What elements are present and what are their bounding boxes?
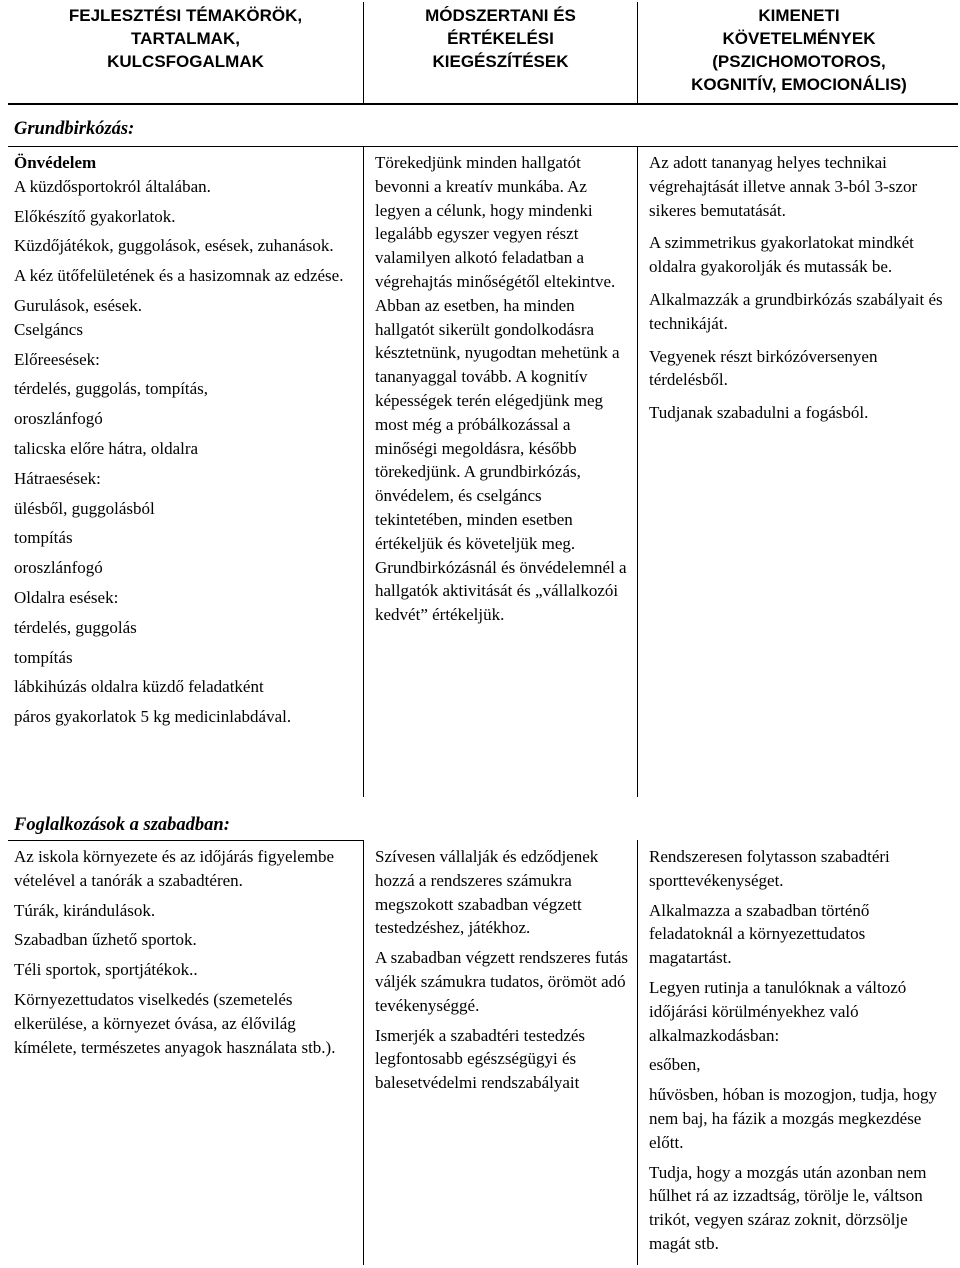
- header-outputs: [638, 4, 960, 96]
- section2-divider-1: [363, 840, 364, 1265]
- header-methods-line: MÓDSZERTANI ÉS: [425, 6, 576, 25]
- output-item: hűvösben, hóban is mozogjon, tudja, hogy nem baj, ha fázik a mozgás megkezdése előtt.: [649, 1085, 938, 1152]
- methods-item: Szívesen vállalják és edződjenek hozzá a rendszeres számukra megszokott szabadban végzett testedzéshez, játékhoz.: [375, 847, 599, 938]
- topic-item: Előkészítő gyakorlatok.: [14, 206, 176, 226]
- topic-item: térdelés, guggolás: [14, 617, 137, 637]
- topic-item: Környezettudatos viselkedés (szemetelés elkerülése, a környezet óvása, az élővilág kímélete, természetes anyagok használata stb.).: [14, 989, 336, 1057]
- topic-item: Gurulások, esések.: [14, 295, 142, 315]
- topic-item: lábkihúzás oldalra küzdő feladatként: [14, 677, 264, 697]
- header-methods: [364, 4, 637, 73]
- section1-outputs: [649, 151, 949, 425]
- header-outputs-line: KIMENETI: [758, 6, 840, 25]
- section2-divider-2: [637, 840, 638, 1265]
- section1-divider-1: [363, 147, 364, 797]
- output-item: Tudja, hogy a mozgás után azonban nem hűlhet rá az izzadtság, törölje le, váltson trikót, vegyen száraz zoknit, dörzsölje magát stb.: [649, 1162, 927, 1253]
- topic-item: Küzdőjátékok, guggolások, esések, zuhanások.: [14, 236, 334, 256]
- output-item: Rendszeresen folytasson szabadtéri sporttevékenységet.: [649, 847, 890, 890]
- header-topics-line: TARTALMAK,: [131, 29, 240, 48]
- header-topics: [8, 4, 363, 73]
- header-outputs-line: KÖVETELMÉNYEK: [722, 29, 876, 48]
- section2-title-rule: [8, 840, 363, 841]
- topic-item: térdelés, guggolás, tompítás,: [14, 379, 209, 399]
- topic-item: talicska előre hátra, oldalra: [14, 438, 199, 458]
- topic-item: páros gyakorlatok 5 kg medicinlabdával.: [14, 707, 292, 727]
- section1-topics: [14, 151, 359, 729]
- output-item: A szimmetrikus gyakorlatokat mindkét oldalra gyakorolják és mutassák be.: [649, 233, 914, 277]
- section2-topics: [14, 845, 359, 1059]
- output-item: Vegyenek részt birkózóversenyen térdelésből.: [649, 346, 878, 390]
- header-outputs-line: KOGNITÍV, EMOCIONÁLIS): [691, 75, 907, 94]
- topic-item: Téli sportok, sportjátékok..: [14, 960, 198, 980]
- section2-title: Foglalkozások a szabadban:: [14, 815, 230, 835]
- section2-outputs: [649, 845, 949, 1256]
- topic-item: ülésből, guggolásból: [14, 498, 155, 518]
- methods-item: A szabadban végzett rendszeres futás váljék számukra tudatos, örömöt adó tevékenységgé.: [375, 948, 628, 1015]
- section1-title-rule: [8, 146, 958, 147]
- section1-divider-2: [637, 147, 638, 797]
- topic-item: oroszlánfogó: [14, 558, 103, 578]
- header-topics-line: FEJLESZTÉSI TÉMAKÖRÖK,: [68, 6, 303, 25]
- output-item: Legyen rutinja a tanulóknak a változó időjárási körülményekhez való alkalmazkodásban:: [649, 977, 907, 1045]
- topic-item: Túrák, kirándulások.: [14, 900, 156, 920]
- header-outputs-line: (PSZICHOMOTOROS,: [712, 52, 886, 71]
- header-methods-line: KIEGÉSZÍTÉSEK: [432, 52, 569, 71]
- output-item: esőben,: [649, 1055, 701, 1075]
- section1-methods: [375, 151, 633, 627]
- topic-item: Hátraesések:: [14, 468, 101, 488]
- topic-item: oroszlánfogó: [14, 409, 103, 429]
- topic-item: A küzdősportokról általában.: [14, 176, 211, 196]
- topic-item: A kéz ütőfelületének és a hasizomnak az edzése.: [14, 266, 344, 286]
- section1-subtitle: Önvédelem: [14, 153, 97, 172]
- output-item: Tudjanak szabadulni a fogásból.: [649, 403, 869, 423]
- header-topics-line: KULCSFOGALMAK: [107, 52, 264, 71]
- section2-methods: [375, 845, 633, 1095]
- topic-item: Oldalra esések:: [14, 587, 119, 607]
- topic-item: Előreesések:: [14, 349, 100, 369]
- methods-text: Törekedjünk minden hallgatót bevonni a kreatív munkába. Az legyen a célunk, hogy mindenki legalább egyszer vegyen részt valamilyen alkotó feladatban a végrehajtás minőségétől eltekintve. Abban az esetben, ha minden hallgatót sikerült gondolkodásra késztetnünk, nyugodtan mehetünk a tananyaggal tovább. A kognitív képességek terén elégedjünk meg most még a próbálkozással a minőségi megoldásra, később törekedjünk. A grundbirkózás, önvédelem, és cselgáncs tekintetében, minden esetben értékeljük és követeljük meg. Grundbirkózásnál és önvédelemnél a hallgatók aktivitását és „vállalkozói kedvét” értékeljük.: [375, 153, 627, 625]
- section1-title: Grundbirkózás:: [14, 119, 135, 139]
- topic-item: Szabadban űzhető sportok.: [14, 930, 197, 950]
- output-item: Alkalmazza a szabadban történő feladatoknál a környezettudatos magatartást.: [649, 900, 870, 968]
- methods-item: Ismerjék a szabadtéri testedzés legfontosabb egészségügyi és balesetvédelmi rendszabályait: [375, 1025, 586, 1093]
- output-item: Alkalmazzák a grundbirkózás szabályait és technikáját.: [649, 289, 943, 333]
- header-methods-line: ÉRTÉKELÉSI: [447, 29, 554, 48]
- topic-item: Az iskola környezete és az időjárás figyelembe vételével a tanórák a szabadtéren.: [14, 847, 335, 890]
- topic-item: tompítás: [14, 647, 73, 667]
- header-bottom-rule: [8, 103, 958, 105]
- output-item: Az adott tananyag helyes technikai végrehajtását illetve annak 3-ból 3-szor sikeres bemutatását.: [649, 153, 918, 220]
- topic-item: tompítás: [14, 528, 73, 548]
- topic-item: Cselgáncs: [14, 319, 83, 339]
